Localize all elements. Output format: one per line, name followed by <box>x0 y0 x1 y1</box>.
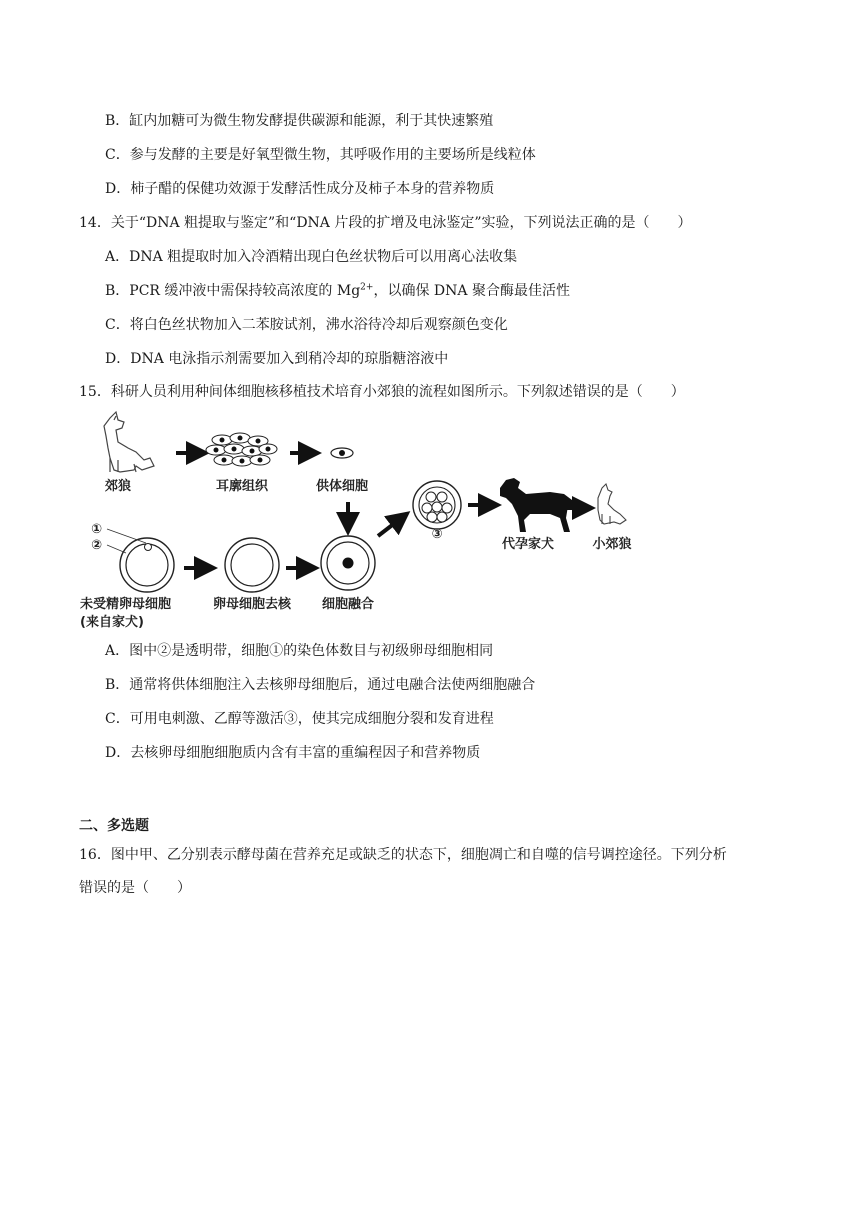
q14-option-b <box>105 281 570 301</box>
q16-stem-line1: 16．图中甲、乙分别表示酵母菌在营养充足或缺乏的状态下，细胞凋亡和自噬的信号调控途径。下列分析 <box>79 847 727 863</box>
q14-option-b-superscript: 2+ <box>360 282 374 293</box>
label-oocyte: 未受精卵母细胞 <box>80 597 172 612</box>
ear-tissue-icon <box>206 433 277 466</box>
label-enucleation: 卵母细胞去核 <box>212 597 292 612</box>
enucleated-oocyte-icon <box>225 538 279 592</box>
early-embryo-icon <box>413 481 461 529</box>
q14-option-c: C．将白色丝状物加入二苯胺试剂，沸水浴待冷却后观察颜色变化 <box>105 317 508 333</box>
fused-cell-icon <box>321 536 375 590</box>
marker-1-line <box>107 529 146 543</box>
label-oocyte-source: (来自家犬) <box>80 615 144 630</box>
q15-option-c: C．可用电刺激、乙醇等激活③，使其完成细胞分裂和发育进程 <box>105 711 494 727</box>
marker-1: ① <box>91 522 103 537</box>
q14-stem: 14．关于“DNA 粗提取与鉴定”和“DNA 片段的扩增及电泳鉴定”实验，下列说法正确的是（ ） <box>79 215 692 231</box>
label-ear-tissue: 耳廓组织 <box>215 479 269 494</box>
q14-option-d: D．DNA 电泳指示剂需要加入到稍冷却的琼脂糖溶液中 <box>105 351 449 367</box>
q13-option-b: B．缸内加糖可为微生物发酵提供碳源和能源，利于其快速繁殖 <box>105 113 494 129</box>
pup-coyote-icon <box>598 484 626 524</box>
q13-option-c: C．参与发酵的主要是好氧型微生物，其呼吸作用的主要场所是线粒体 <box>105 147 536 163</box>
coyote-icon <box>104 412 154 472</box>
q15-option-b: B．通常将供体细胞注入去核卵母细胞后，通过电融合法使两细胞融合 <box>105 677 536 693</box>
q15-stem: 15．科研人员利用种间体细胞核移植技术培育小郊狼的流程如图所示。下列叙述错误的是（ ） <box>79 384 685 400</box>
label-pup: 小郊狼 <box>592 537 632 552</box>
q15-option-d: D．去核卵母细胞细胞质内含有丰富的重编程因子和营养物质 <box>105 745 481 761</box>
oocyte-icon <box>120 538 174 592</box>
q14-option-a: A．DNA 粗提取时加入冷酒精出现白色丝状物后可以用离心法收集 <box>105 249 518 265</box>
nuclear-transfer-flow-diagram <box>80 408 660 633</box>
q13-option-d: D．柿子醋的保健功效源于发酵活性成分及柿子本身的营养物质 <box>105 181 495 197</box>
marker-2: ② <box>91 538 103 553</box>
label-surrogate: 代孕家犬 <box>501 537 555 552</box>
q16-stem-line2: 错误的是（ ） <box>79 880 191 896</box>
label-coyote: 郊狼 <box>104 479 132 494</box>
label-donor-cell: 供体细胞 <box>315 479 369 494</box>
q15-option-a: A．图中②是透明带，细胞①的染色体数目与初级卵母细胞相同 <box>105 643 494 659</box>
surrogate-dog-icon <box>500 478 578 532</box>
marker-2-line <box>107 545 126 553</box>
donor-cell-icon <box>331 448 353 458</box>
label-fusion: 细胞融合 <box>321 597 375 612</box>
section-heading: 二、多选题 <box>79 818 149 834</box>
marker-3: ③ <box>431 527 443 542</box>
q14-option-b-text: B．PCR 缓冲液中需保持较高浓度的 Mg <box>105 283 361 299</box>
q14-option-b-text-end: ，以确保 DNA 聚合酶最佳活性 <box>373 283 570 299</box>
arrow-diagonal <box>378 516 404 536</box>
